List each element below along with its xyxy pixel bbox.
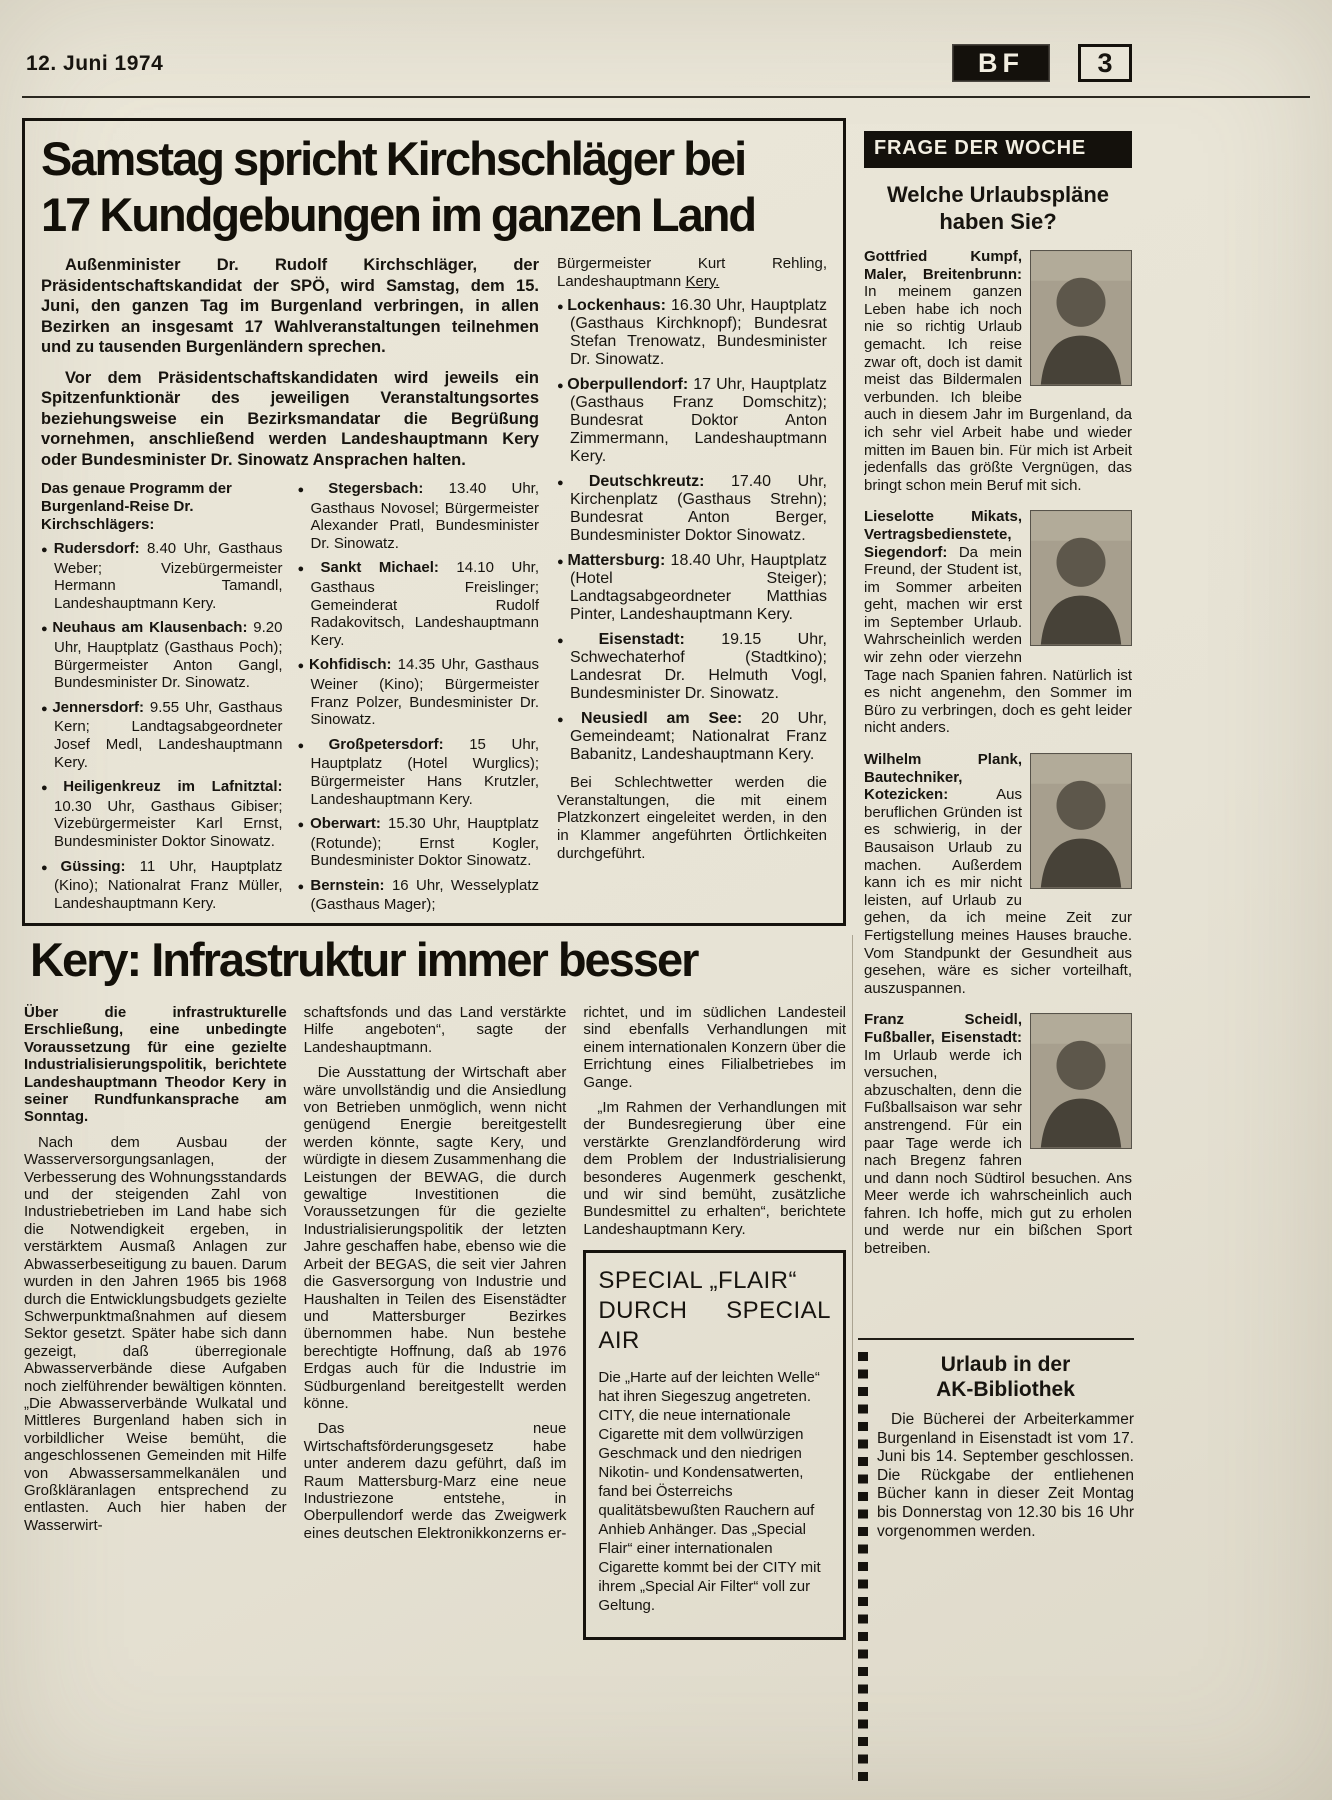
interview-item: [864, 751, 1132, 997]
article1-left-area: [41, 255, 539, 921]
program-continuation: [557, 255, 827, 290]
article2-paragraph: richtet, und im südlichen Landesteil sind ebenfalls Verhandlungen mit einem internationalen Konzern über die Errichtung eines Filialbetriebes im Gange.: [583, 1004, 846, 1091]
program-place: Lockenhaus:: [567, 297, 666, 315]
article1-body: [41, 255, 827, 921]
interview-item: [864, 248, 1132, 494]
program-place: Oberwart:: [310, 815, 381, 833]
program-item: [298, 815, 540, 870]
program-item: [298, 480, 540, 552]
program-details: 18.40 Uhr, Hauptplatz (Hotel Steiger); Landtagsabgeordneter Matthias Pinter, Landeshauptmann Kery.: [570, 552, 827, 624]
masthead: [26, 44, 1302, 86]
bullet-icon: ●: [557, 301, 565, 314]
program-place: Großpetersdorf:: [328, 735, 444, 753]
program-continuation-text: Bürgermeister Kurt Rehling, Landeshauptmann: [557, 255, 827, 290]
bullet-icon: ●: [297, 880, 308, 893]
program-details: 16 Uhr, Wesselyplatz (Gasthaus Mager);: [310, 876, 539, 914]
article1-headline-line1: Samstag spricht Kirchschläger bei: [41, 132, 746, 185]
article2-paragraph: schaftsfonds und das Land verstärkte Hilfe angeboten“, sagte der Landeshauptmann.: [303, 1004, 567, 1056]
article2-column-3: [583, 1004, 846, 1784]
masthead-badges: [952, 44, 1132, 82]
program-place: Neuhaus am Klausenbach:: [52, 619, 248, 637]
program-item: [557, 473, 827, 545]
program-details: 14.35 Uhr, Gasthaus Weiner (Kino); Bürgermeister Franz Polzer, Bundesminister Dr. Sinowatz.: [310, 656, 539, 729]
article2-column-1: [24, 1004, 287, 1784]
library-notice-text: Die Bücherei der Arbeiterkammer Burgenland in Eisenstadt ist vom 17. Juni bis 14. September geschlossen. Die Rückgabe der entliehenen Bücher kann in dieser Zeit Montag bis Donnerstag von 12.30 bis 16 Uhr vorgenommen werden.: [877, 1411, 1134, 1540]
portrait-silhouette-icon: [1031, 511, 1131, 645]
program-place: Rudersdorf:: [53, 540, 140, 557]
program-place: Eisenstadt:: [598, 631, 685, 649]
program-place: Jennersdorf:: [52, 698, 145, 716]
portrait-photo: [1030, 250, 1132, 386]
program-place: Stegersbach:: [328, 480, 424, 497]
bullet-icon: ●: [557, 556, 565, 569]
sidebar-question: Welche Urlaubspläne haben Sie?: [886, 182, 1110, 234]
bullet-icon: ●: [41, 702, 50, 715]
weather-note: Bei Schlechtwetter werden die Veranstaltungen, die mit einem Platzkonzert eingeleitet werden, in den in Klammer angeführten Örtlichkeiten durchgeführt.: [557, 774, 827, 862]
program-item: [41, 619, 283, 691]
program-details: 9.20 Uhr, Hauptplatz (Gasthaus Poch); Bürgermeister Anton Gangl, Bundesminister Dr. Sinowatz.: [54, 619, 283, 692]
program-details: 14.10 Uhr, Gasthaus Freislinger; Gemeinderat Rudolf Radakovitsch, Landeshauptmann Kery.: [310, 559, 539, 649]
program-item: [41, 778, 283, 850]
bullet-icon: ●: [557, 714, 579, 727]
interview-item: [864, 508, 1132, 737]
program-place: Mattersburg:: [567, 552, 666, 570]
article2-paragraph: „Im Rahmen der Verhandlungen mit der Bundesregierung über eine verstärkte Grenzlandförderung wird dem Problem der Industrialisierung besonderes Augenmerk geschenkt, und wir sind bemüht, zusätzliche Bundesmittel zu erhalten“, berichtete Landeshauptmann Kery.: [583, 1099, 846, 1238]
program-continuation-underlined: Kery.: [685, 272, 720, 290]
program-details: 16.30 Uhr, Hauptplatz (Gasthaus Kirchknopf); Bundesrat Stefan Trenowatz, Bundesminister Dr. Sinowatz.: [570, 297, 827, 369]
program-item: [557, 631, 827, 703]
bullet-icon: ●: [41, 782, 61, 795]
city-cigarette-ad: [583, 1250, 846, 1640]
program-item: [298, 656, 540, 728]
program-item: [557, 297, 827, 369]
bullet-icon: ●: [297, 739, 326, 752]
program-place: Kohfidisch:: [309, 656, 392, 674]
article2-lead: Über die infrastrukturelle Erschließung, eine unbedingte Voraussetzung für eine gezielte Industrialisierungspolitik, berichtete Landeshauptmann Theodor Kery in seiner Rundfunkansprache am Sonntag.: [24, 1004, 287, 1126]
program-place: Sankt Michael:: [320, 559, 439, 577]
program-details: 10.30 Uhr, Gasthaus Gibiser; Vizebürgermeister Karl Ernst, Bundesminister Doktor Sinowatz.: [54, 797, 283, 850]
program-details: 20 Uhr, Gemeindeamt; Nationalrat Franz Babanitz, Landeshauptmann Kery.: [570, 710, 827, 764]
program-intro: Das genaue Programm der Burgenland-Reise Dr. Kirchschlägers:: [41, 480, 232, 533]
library-notice: [858, 1338, 1134, 1790]
program-details: 15.30 Uhr, Hauptplatz (Rotunde); Ernst Kogler, Bundesminister Doktor Sinowatz.: [310, 815, 539, 870]
bullet-icon: ●: [557, 635, 596, 648]
interview-item: [864, 1011, 1132, 1257]
library-notice-title-line2: AK-Bibliothek: [936, 1378, 1075, 1401]
bullet-icon: ●: [41, 544, 51, 556]
program-col3-list: [557, 297, 827, 764]
interview-name: Franz Scheidl, Fußballer, Eisenstadt:: [864, 1011, 1022, 1046]
page-number: 3: [1078, 44, 1132, 82]
program-columns: [41, 480, 539, 921]
article2-paragraph: Nach dem Ausbau der Wasserversorgungsanlagen, der Verbesserung des Wohnungsstandards und der steigenden Zahl von Industriebetrieben im Land habe sich die Notwendigkeit ergeben, in verstärktem Ausmaß Anlagen zur Abwasserbeseitigung zu bauen. Darum wurden in den Jahren 1965 bis 1968 durch die Entwicklungsbudgets gezielte Schwerpunktmaßnahmen auf diesem Sektor gesetzt. Später habe sich dann gezeigt, daß überregionale Abwasserverbände diese Aufgaben noch zielführender bewältigen könnten. „Die Abwasserverbände Wulkatal und Mittleres Burgenland haben sich in vorbildlicher Weise bemüht, die angeschlossenen Gemeinden mit Hilfe von Abwassersammelkanälen und Großkläranlagen entsprechend zu entlasten. Auch hier haben der Wasserwirt-: [24, 1133, 287, 1534]
ad-title-line2: DURCH SPECIAL AIR: [598, 1297, 832, 1355]
article2-headline: Kery: Infrastruktur immer besser: [30, 933, 698, 986]
program-details: 8.40 Uhr, Gasthaus Weber; Vizebürgermeister Hermann Tamandl, Landeshauptmann Kery.: [54, 540, 283, 612]
program-place: Bernstein:: [310, 876, 385, 894]
interview-name: Lieselotte Mikats, Vertragsbedienstete, Siegendorf:: [864, 508, 1022, 561]
interview-list: [864, 248, 1132, 1258]
interview-answer: Im Urlaub werde ich versuchen, abzuschalten, denn die Fußballsaison war sehr anstrengend. Für ein paar Tage werde ich nach Bregenz fahren und dann noch Südtirol besuchen. Ans Meer werde ich wahrscheinlich auch fahren. Ich hoffe, mich gut zu erholen und werde nur ein bißchen Sport betreiben.: [864, 1046, 1132, 1258]
bullet-icon: ●: [41, 861, 58, 874]
ad-body: Die „Harte auf der leichten Welle“ hat ihren Siegeszug angetreten. CITY, die neue internationale Cigarette mit dem vollwürzigen Geschmack und den niedrigen Nikotin- und Kondensatwerten, fand bei Österreichs qualitätsbewußten Rauchern auf Anhieb Anhänger. Das „Special Flair“ einer internationalen Cigarette kommt bei der CITY mit ihrem „Special Air Filter“ voll zur Geltung.: [598, 1369, 821, 1615]
issue-date: 12. Juni 1974: [26, 52, 164, 75]
program-item: [298, 736, 540, 808]
article1-headline: [41, 131, 827, 243]
library-notice-body: [877, 1348, 1134, 1790]
article2-paragraph: Die Ausstattung der Wirtschaft aber wäre unvollständig und die Ansiedlung von Betrieben unmöglich, wenn nicht genügend Energie bereitgestellt werden könnte, sagte Kery, und würdigte in diesem Zusammenhang die Leistungen der BEWAG, die durch gewaltige Investitionen die Voraussetzungen für die gezielte Industrialisierungspolitik der letzten Jahre geschaffen habe, ebenso wie die Arbeit der BEGAS, die seit vier Jahren die Gasversorgung von Industrie und Haushalten in Teilen des Eisenstädter und Mattersburger Bezirkes übernommen habe. Nun bestehe berechtigte Hoffnung, daß ab 1976 Erdgas auch für die Industrie im Südburgenland bereitgestellt werden könne.: [303, 1064, 567, 1412]
program-col1-list: [41, 540, 283, 912]
article2-column-2: [304, 1004, 567, 1784]
program-item: [298, 559, 540, 649]
program-place: Neusiedl am See:: [581, 710, 743, 728]
program-place: Deutschkreutz:: [588, 473, 705, 491]
program-details: 9.55 Uhr, Gasthaus Kern; Landtagsabgeordneter Josef Medl, Landeshauptmann Kery.: [54, 698, 283, 771]
program-details: 15 Uhr, Hauptplatz (Hotel Wurglics); Bürgermeister Hans Krutzler, Landeshauptmann Kery.: [310, 735, 539, 808]
article-kery-body: [24, 1004, 846, 1784]
program-details: 17 Uhr, Hauptplatz (Gasthaus Franz Domschitz); Bundesrat Doktor Anton Zimmermann, Landeshauptmann Kery.: [570, 376, 827, 466]
article1-lead-paragraph: Außenminister Dr. Rudolf Kirchschläger, der Präsidentschaftskandidat der SPÖ, wird Samstag, dem 15. Juni, den ganzen Tag im Burgenland verbringen, in allen Bezirken an insgesamt 17 Wahlveranstaltungen teilnehmen und zu tausenden Burgenländern sprechen.: [41, 256, 539, 356]
program-details: 11 Uhr, Hauptplatz (Kino); Nationalrat Franz Müller, Landeshauptmann Kery.: [54, 857, 283, 912]
portrait-photo: [1030, 753, 1132, 889]
program-item: [557, 376, 827, 466]
bullet-icon: ●: [557, 380, 565, 393]
bf-logo: BF: [952, 44, 1050, 82]
portrait-silhouette-icon: [1031, 251, 1131, 385]
header-rule: [22, 96, 1310, 98]
article2-paragraph: Das neue Wirtschaftsförderungsgesetz habe unter anderem dazu geführt, daß im Raum Mattersburg-Marz eine neue Industriezone entstehe, in Oberpullendorf werde das Zweigwerk eines deutschen Elektronikkonzerns er-: [303, 1420, 567, 1542]
article1-lead-paragraph-2: Vor dem Präsidentschaftskandidaten wird jeweils ein Spitzenfunktionär des jeweiligen Veranstaltungsortes beziehungsweise ein Bezirksmandatar die Begrüßung vornehmen, anschließend werden Landeshauptmann Kery oder Bundesminister Dr. Sinowatz Ansprachen halten.: [41, 368, 539, 469]
program-place: Güssing:: [60, 857, 126, 875]
program-item: [41, 540, 283, 612]
program-item: [41, 699, 283, 771]
program-column-2: [298, 480, 540, 921]
library-notice-title: [877, 1352, 1134, 1402]
ad-title-line1: SPECIAL „FLAIR“: [598, 1267, 797, 1295]
column-rule: [852, 935, 853, 1780]
portrait-photo: [1030, 1013, 1132, 1149]
program-place: Heiligenkreuz im Lafnitztal:: [63, 778, 283, 796]
bullet-icon: ●: [297, 660, 307, 673]
interview-answer: In meinem ganzen Leben habe ich noch nie so richtig Urlaub gemacht. Ich reise zwar oft, doch ist damit meist das Bildermalen verbunden. Ich bleibe auch in diesem Jahr im Burgenland, da ich sehr viel Arbeit habe und wieder mitten im Bauen bin. Für mich ist Arbeit jedenfalls das größte Vergnügen, das bringt schon mein Beruf mit sich.: [864, 283, 1132, 494]
program-column-1: [41, 480, 283, 921]
interview-name: Wilhelm Plank, Bautechniker, Kotezicken:: [864, 751, 1022, 804]
program-col2-list: [298, 480, 540, 914]
program-column-3: [557, 255, 827, 921]
library-notice-title-line1: Urlaub in der: [940, 1353, 1071, 1376]
portrait-silhouette-icon: [1031, 754, 1131, 888]
program-item: [41, 858, 283, 913]
portrait-photo: [1030, 510, 1132, 646]
article-kirchschlaeger: [22, 118, 846, 926]
portrait-silhouette-icon: [1031, 1014, 1131, 1148]
bullet-icon: ●: [297, 819, 308, 832]
program-item: [557, 710, 827, 764]
program-item: [298, 877, 540, 914]
interview-answer: Aus beruflichen Gründen ist es schwierig, in der Bausaison Urlaub zu machen. Außerdem kann ich es mir nicht leisten, auf Urlaub zu gehen, da ich meine Zeit zur Fertigstellung meines Hauses brauche. Vom Standpunkt der Gesundheit aus gesehen, wäre es sicher vorteilhaft, auszuspannen.: [864, 786, 1132, 997]
program-details: 17.40 Uhr, Kirchenplatz (Gasthaus Strehn); Bundesrat Anton Berger, Bundesminister Doktor Sinowatz.: [570, 473, 827, 545]
bullet-icon: ●: [297, 484, 326, 496]
sidebar-frage-der-woche: [864, 131, 1132, 1331]
interview-name: Gottfried Kumpf, Maler, Breitenbrunn:: [864, 248, 1022, 283]
bullet-icon: ●: [41, 623, 50, 636]
bullet-icon: ●: [557, 477, 586, 490]
program-details: 19.15 Uhr, Schwechaterhof (Stadtkino); Landesrat Dr. Helmuth Vogl, Bundesminister Dr. Sinowatz.: [570, 631, 827, 703]
square-dots-rule: [858, 1352, 868, 1782]
sidebar-section-title: FRAGE DER WOCHE: [864, 131, 1132, 168]
article1-headline-line2: 17 Kundgebungen im ganzen Land: [41, 188, 756, 241]
interview-answer: Da mein Freund, der Student ist, im Sommer arbeiten geht, machen wir erst im September Urlaub. Wahrscheinlich werden wir zehn oder vierzehn Tage nach Spanien fahren. Natürlich ist es nicht angenehm, den Sommer im Büro zu verbringen, doch es geht leider nicht anders.: [864, 543, 1132, 737]
program-item: [557, 552, 827, 624]
bullet-icon: ●: [297, 563, 318, 576]
program-details: 13.40 Uhr, Gasthaus Novosel; Bürgermeister Alexander Pratl, Bundesminister Dr. Sinowatz.: [310, 480, 539, 552]
program-place: Oberpullendorf:: [567, 376, 689, 394]
ad-title: [598, 1266, 831, 1356]
